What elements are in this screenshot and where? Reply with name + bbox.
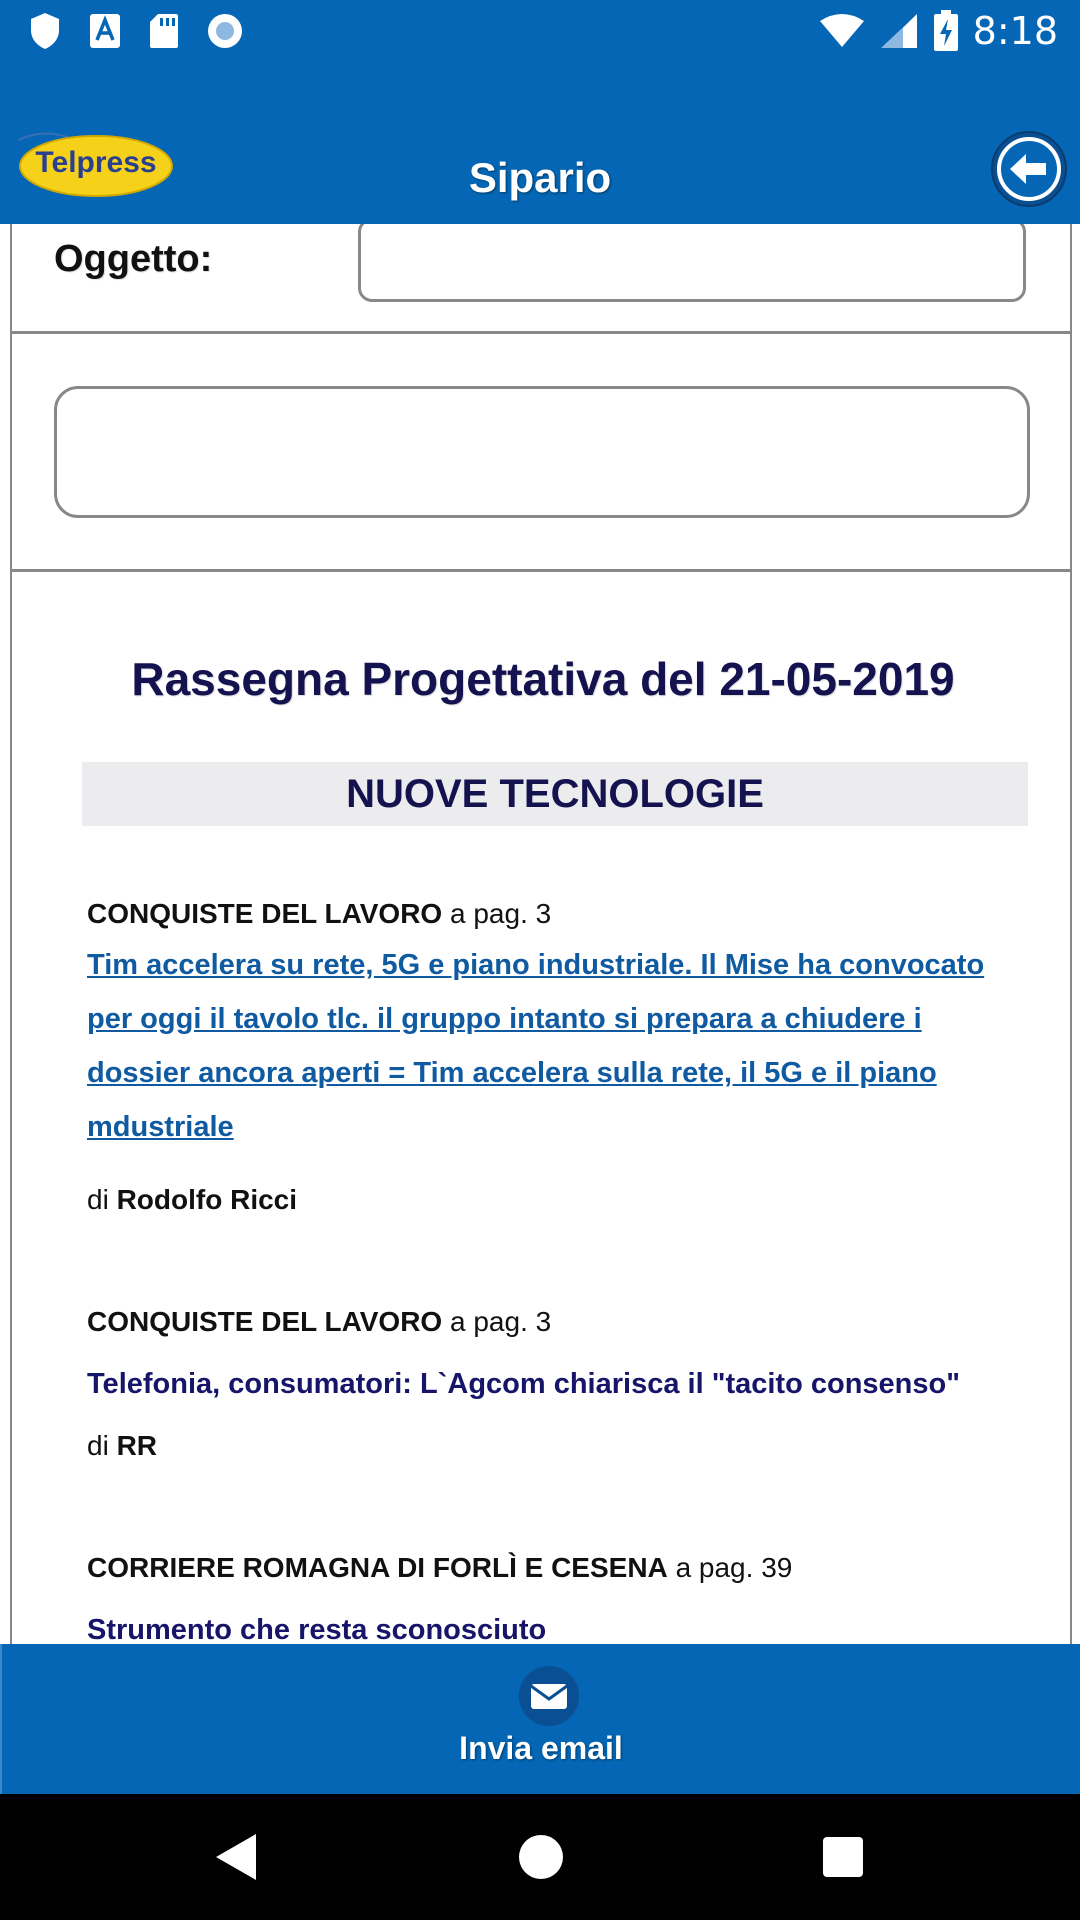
subject-input[interactable] (358, 224, 1026, 302)
article-link[interactable] (87, 938, 1037, 1154)
headline-line: dossier ancora aperti = Tim accelera sulla rete, il 5G e il piano (87, 1057, 937, 1089)
article-link[interactable]: Strumento che resta sconosciuto (87, 1614, 547, 1644)
item-author (87, 1430, 157, 1462)
app-title: Sipario (468, 154, 612, 201)
send-email-bar[interactable] (0, 1644, 1080, 1794)
item-source (87, 1306, 551, 1338)
author-name: Rodolfo Ricci (116, 1184, 298, 1215)
author-prefix: di (87, 1430, 109, 1461)
navigation-bar (0, 1794, 1080, 1920)
nav-home-icon[interactable] (508, 1824, 574, 1890)
font-download-icon (88, 12, 122, 50)
item-source (87, 1552, 792, 1584)
status-bar (0, 0, 1080, 62)
cell-signal-icon (879, 12, 919, 50)
mail-icon (517, 1664, 581, 1728)
source-name: CORRIERE ROMAGNA DI FORLÌ E CESENA (87, 1552, 668, 1583)
source-page: a pag. 3 (450, 898, 552, 929)
subject-row (12, 224, 1070, 334)
press-review-title: Rassegna Progettativa del 21-05-2019 (131, 653, 955, 705)
author-prefix: di (87, 1184, 109, 1215)
item-author (87, 1184, 297, 1216)
shield-icon (28, 11, 62, 51)
article-link[interactable]: Telefonia, consumatori: L`Agcom chiarisca il "tacito consenso" (87, 1368, 960, 1400)
source-page: a pag. 39 (675, 1552, 793, 1583)
content-panel[interactable] (10, 224, 1072, 1644)
nav-back-icon[interactable] (204, 1824, 270, 1890)
status-notification-icons (28, 10, 244, 52)
section-heading: NUOVE TECNOLOGIE (82, 762, 1028, 826)
source-page: a pag. 3 (450, 1306, 552, 1337)
subject-label: Oggetto: (54, 238, 213, 280)
battery-charging-icon (933, 10, 959, 52)
wifi-icon (819, 13, 865, 49)
headline-line: mdustriale (87, 1111, 234, 1143)
nav-recents-icon[interactable] (810, 1824, 876, 1890)
item-source (87, 898, 551, 930)
message-row (12, 334, 1070, 572)
status-time: 8:18 (972, 9, 1058, 53)
source-name: CONQUISTE DEL LAVORO (87, 898, 443, 929)
logo-text: Telpress (35, 146, 157, 179)
send-email-button[interactable]: Invia email (459, 1730, 623, 1766)
app-bar (0, 62, 1080, 224)
status-system-icons (819, 8, 1058, 54)
sd-card-icon (148, 12, 180, 50)
back-button[interactable] (990, 130, 1068, 208)
author-name: RR (116, 1430, 158, 1461)
headline-line: Tim accelera su rete, 5G e piano industriale. Il Mise ha convocato (87, 949, 985, 981)
headline-line: per oggi il tavolo tlc. il gruppo intanto si prepara a chiudere i (87, 1003, 922, 1035)
record-icon (206, 12, 244, 50)
message-input[interactable] (54, 386, 1030, 518)
source-name: CONQUISTE DEL LAVORO (87, 1306, 443, 1337)
